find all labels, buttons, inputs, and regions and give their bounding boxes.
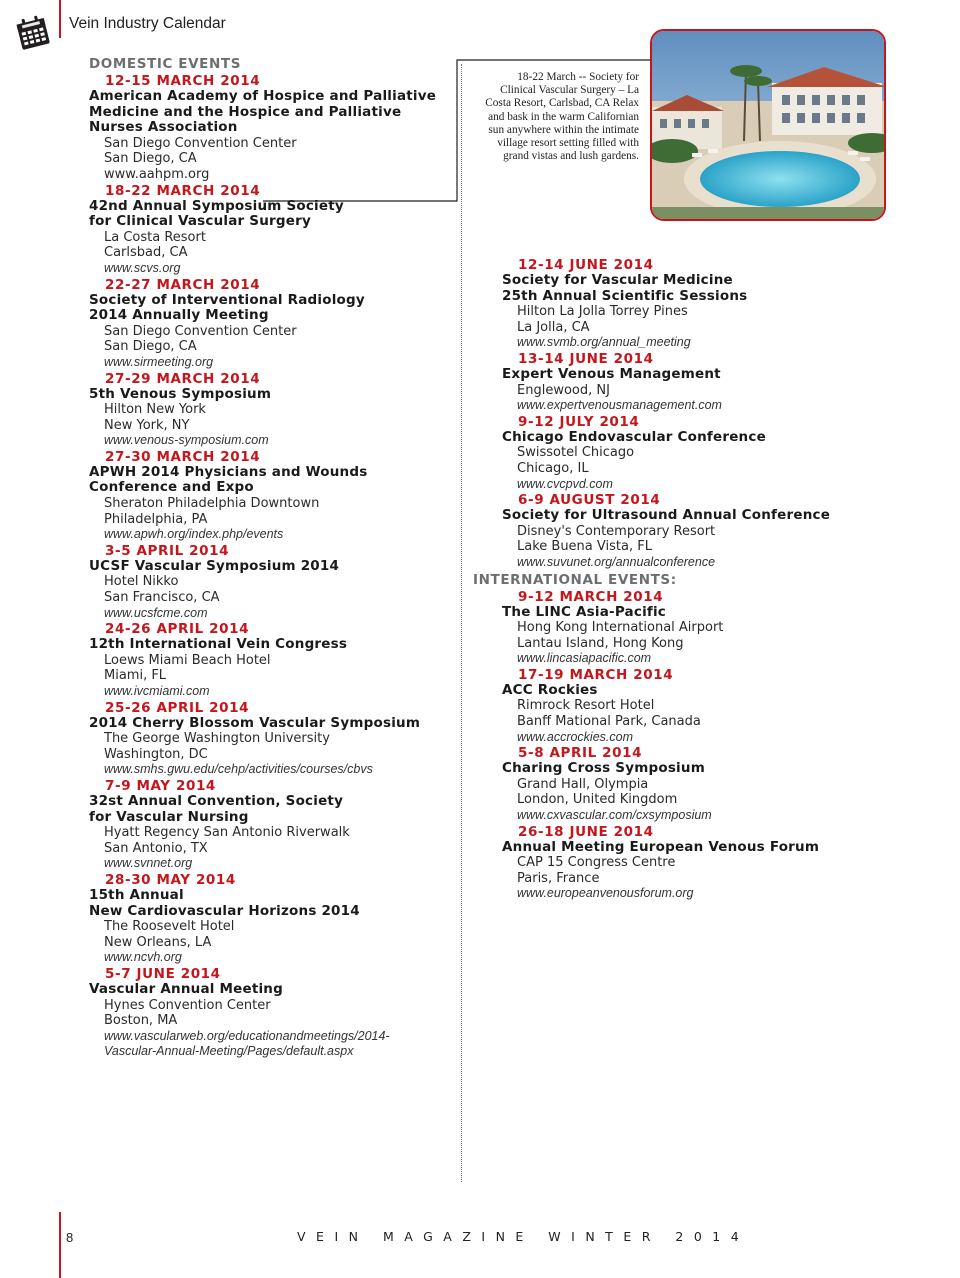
event-date: 28-30 MAY 2014 xyxy=(105,871,236,888)
event-website-link[interactable]: www.expertvenousmanagement.com xyxy=(517,398,722,413)
event-detail: Grand Hall, Olympia xyxy=(517,776,649,792)
event-entry xyxy=(473,414,853,492)
event-detail: CAP 15 Congress Centre xyxy=(517,855,676,871)
event-website-link[interactable]: www.svnnet.org xyxy=(104,856,193,871)
event-detail: San Diego Convention Center xyxy=(104,135,297,151)
event-detail: Chicago, IL xyxy=(517,460,589,476)
event-detail: Philadelphia, PA xyxy=(104,511,208,527)
event-title: ACC Rockies xyxy=(502,681,598,698)
event-website-link[interactable]: www.ucsfcme.com xyxy=(104,605,208,620)
event-entry xyxy=(89,778,449,872)
event-date: 6-9 AUGUST 2014 xyxy=(518,492,661,509)
event-title: Society of Interventional Radiology 2014 Annually Meeting xyxy=(89,291,365,324)
event-entry xyxy=(89,371,449,449)
event-website-link[interactable]: www.lincasiapacific.com xyxy=(517,651,652,666)
event-entry xyxy=(89,183,449,277)
event-date: 17-19 MARCH 2014 xyxy=(518,666,674,683)
event-title: Society for Ultrasound Annual Conference xyxy=(502,507,831,524)
event-title: 32st Annual Convention, Society for Vascular Nursing xyxy=(89,792,344,825)
event-title: 5th Venous Symposium xyxy=(89,385,272,402)
domestic-events-column xyxy=(89,55,449,1060)
event-detail: Hyatt Regency San Antonio Riverwalk xyxy=(104,825,350,841)
event-title: Charing Cross Symposium xyxy=(502,760,705,777)
event-date: 5-8 APRIL 2014 xyxy=(518,745,643,762)
right-events-column xyxy=(473,257,853,902)
event-detail: New York, NY xyxy=(104,417,190,433)
resort-pool-image xyxy=(652,31,886,221)
event-website-link[interactable]: www.cxvascular.com/cxsymposium xyxy=(517,808,712,823)
event-entry xyxy=(473,745,853,823)
event-title: APWH 2014 Physicians and Wounds Conference and Expo xyxy=(89,463,368,496)
calendar-icon xyxy=(12,12,54,54)
event-date: 18-22 MARCH 2014 xyxy=(105,182,261,199)
event-entry xyxy=(89,277,449,371)
event-entry xyxy=(473,667,853,745)
event-website-link[interactable]: www.suvunet.org/annualconference xyxy=(517,554,716,569)
event-title: 2014 Cherry Blossom Vascular Symposium xyxy=(89,714,421,731)
event-detail: San Francisco, CA xyxy=(104,590,220,606)
event-detail: Lantau Island, Hong Kong xyxy=(517,635,684,651)
event-entry xyxy=(473,824,853,902)
event-detail: Lake Buena Vista, FL xyxy=(517,539,652,555)
event-detail: La Costa Resort xyxy=(104,229,206,245)
event-website-link[interactable]: www.ncvh.org xyxy=(104,950,182,965)
event-title: Annual Meeting European Venous Forum xyxy=(502,838,820,855)
event-entry xyxy=(473,492,853,570)
event-date: 5-7 JUNE 2014 xyxy=(105,965,221,982)
event-entry xyxy=(89,543,449,621)
event-entry xyxy=(89,73,449,183)
event-detail: The George Washington University xyxy=(104,731,330,747)
domestic-events-list-continued xyxy=(473,257,853,571)
event-detail: Hotel Nikko xyxy=(104,574,179,590)
event-detail: Banff Mational Park, Canada xyxy=(517,714,701,730)
event-website-link[interactable]: www.europeanvenousforum.org xyxy=(517,886,694,901)
event-date: 9-12 MARCH 2014 xyxy=(518,588,664,605)
event-entry xyxy=(473,351,853,414)
event-detail: www.aahpm.org xyxy=(104,166,210,182)
page-number: 8 xyxy=(66,1230,74,1245)
event-website-link[interactable]: www.smhs.gwu.edu/cehp/activities/courses/cbvs xyxy=(104,762,373,777)
photo-caption: 18-22 March -- Society for Clinical Vascular Surgery – La Costa Resort, Carlsbad, CA Relax and bask in the warm Californian sun anywhere within the intimate village resort setting filled with grand vistas and lush gardens. xyxy=(485,71,639,163)
event-entry xyxy=(89,966,449,1060)
event-title: 12th International Vein Congress xyxy=(89,636,348,653)
event-date: 7-9 MAY 2014 xyxy=(105,777,216,794)
event-website-link[interactable]: www.scvs.org xyxy=(104,260,181,275)
event-date: 25-26 APRIL 2014 xyxy=(105,699,250,716)
event-detail: Carlsbad, CA xyxy=(104,245,188,261)
international-events-list xyxy=(473,589,853,903)
event-date: 27-29 MARCH 2014 xyxy=(105,370,261,387)
event-date: 13-14 JUNE 2014 xyxy=(518,350,654,367)
event-website-link[interactable]: www.ivcmiami.com xyxy=(104,684,210,698)
event-detail: Hilton New York xyxy=(104,402,206,418)
event-detail: Hong Kong International Airport xyxy=(517,620,724,636)
event-date: 26-18 JUNE 2014 xyxy=(518,823,654,840)
event-detail: La Jolla, CA xyxy=(517,319,590,335)
page-header-title: Vein Industry Calendar xyxy=(69,15,226,32)
event-title: Expert Venous Management xyxy=(502,365,721,382)
event-detail: New Orleans, LA xyxy=(104,934,212,950)
column-divider xyxy=(461,64,462,1182)
magazine-footer-title: VEIN MAGAZINE WINTER 2014 xyxy=(297,1229,750,1244)
event-title: 42nd Annual Symposium Society for Clinical Vascular Surgery xyxy=(89,197,344,230)
event-title: UCSF Vascular Symposium 2014 xyxy=(89,557,340,574)
domestic-events-list xyxy=(89,73,449,1060)
event-title: The LINC Asia-Pacific xyxy=(502,603,667,620)
event-website-link[interactable]: www.cvcpvd.com xyxy=(517,476,613,491)
event-detail: San Diego, CA xyxy=(104,339,197,355)
event-website-link[interactable]: www.vascularweb.org/educationandmeetings/2014- Vascular-Annual-Meeting/Pages/default.aspx xyxy=(104,1028,390,1059)
event-entry xyxy=(89,700,449,778)
international-events-heading: INTERNATIONAL EVENTS: xyxy=(473,571,677,588)
header-rule xyxy=(59,0,61,38)
event-date: 3-5 APRIL 2014 xyxy=(105,542,230,559)
event-date: 9-12 JULY 2014 xyxy=(518,413,640,430)
event-detail: San Diego, CA xyxy=(104,151,197,167)
event-date: 12-15 MARCH 2014 xyxy=(105,73,261,89)
event-detail: San Antonio, TX xyxy=(104,840,208,856)
resort-photo xyxy=(650,29,886,221)
event-date: 22-27 MARCH 2014 xyxy=(105,276,261,293)
event-website-link[interactable]: www.venous-symposium.com xyxy=(104,433,269,448)
event-detail: Boston, MA xyxy=(104,1013,178,1029)
event-entry xyxy=(89,621,449,699)
event-entry xyxy=(89,449,449,543)
event-title: Vascular Annual Meeting xyxy=(89,980,283,997)
event-detail: London, United Kingdom xyxy=(517,792,678,808)
event-date: 24-26 APRIL 2014 xyxy=(105,621,250,638)
event-website-link[interactable]: www.accrockies.com xyxy=(517,729,633,744)
event-title: American Academy of Hospice and Palliative Medicine and the Hospice and Palliative Nurses Association xyxy=(89,88,437,136)
event-detail: Loews Miami Beach Hotel xyxy=(104,652,271,668)
event-detail: Englewood, NJ xyxy=(517,382,610,398)
event-website-link[interactable]: www.svmb.org/annual_meeting xyxy=(517,335,691,350)
event-date: 27-30 MARCH 2014 xyxy=(105,448,261,465)
event-detail: San Diego Convention Center xyxy=(104,323,297,339)
event-title: 15th Annual New Cardiovascular Horizons 2014 xyxy=(89,886,360,919)
event-detail: Disney's Contemporary Resort xyxy=(517,523,716,539)
event-title: Society for Vascular Medicine 25th Annual Scientific Sessions xyxy=(502,272,748,304)
event-title: Chicago Endovascular Conference xyxy=(502,428,766,445)
event-date: 12-14 JUNE 2014 xyxy=(518,257,654,273)
event-detail: Sheraton Philadelphia Downtown xyxy=(104,496,320,512)
event-website-link[interactable]: www.sirmeeting.org xyxy=(104,354,214,369)
footer-rule xyxy=(59,1212,61,1278)
event-detail: Paris, France xyxy=(517,870,600,886)
event-detail: Hynes Convention Center xyxy=(104,997,271,1013)
event-detail: Miami, FL xyxy=(104,668,167,684)
event-detail: Swissotel Chicago xyxy=(517,445,635,461)
event-entry xyxy=(473,589,853,667)
event-detail: Hilton La Jolla Torrey Pines xyxy=(517,304,688,320)
event-detail: Rimrock Resort Hotel xyxy=(517,698,655,714)
event-website-link[interactable]: www.apwh.org/index.php/events xyxy=(104,527,284,542)
domestic-events-heading: DOMESTIC EVENTS xyxy=(89,56,242,72)
event-entry xyxy=(473,257,853,351)
event-detail: Washington, DC xyxy=(104,746,208,762)
event-entry xyxy=(89,872,449,966)
event-detail: The Roosevelt Hotel xyxy=(104,919,235,935)
